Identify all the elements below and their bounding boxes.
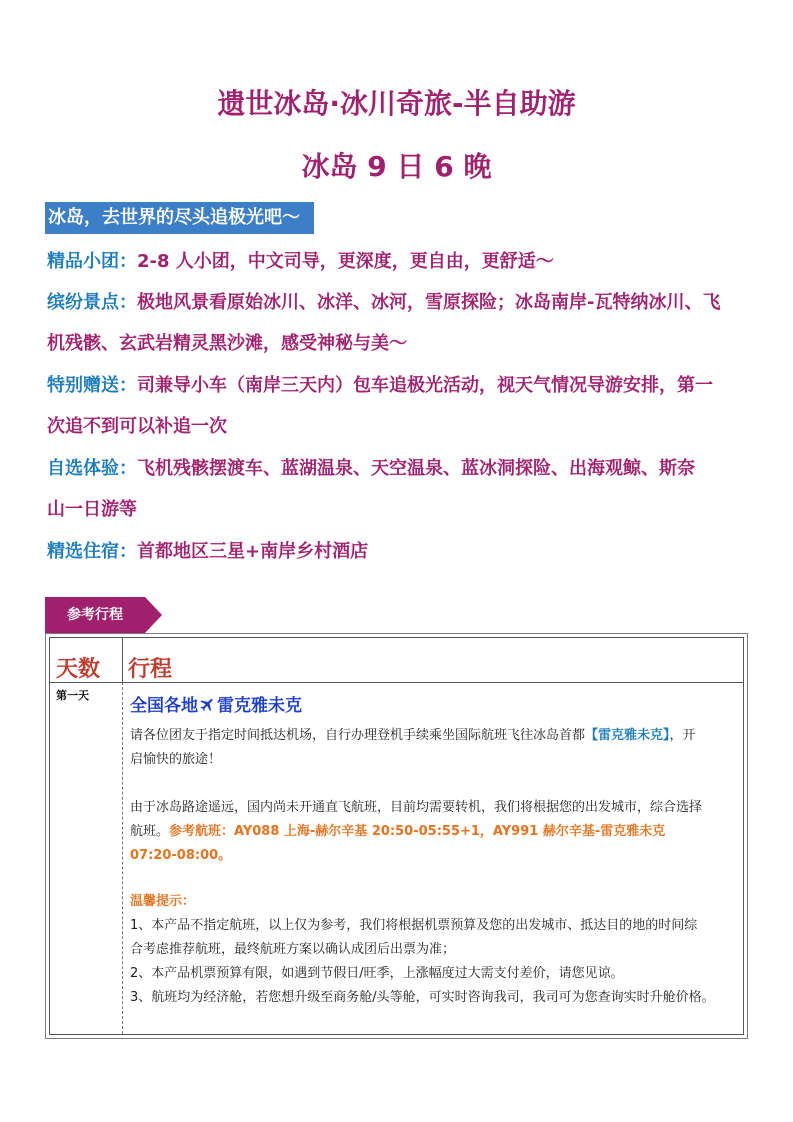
feature-line xyxy=(47,448,752,489)
day-paragraph xyxy=(130,796,742,868)
section-tag xyxy=(45,597,163,633)
paragraph-text: 请各位团友于指定时间抵达机场，自行办理登机手续乘坐国际航班飞往冰岛首都 xyxy=(130,728,586,743)
route-from: 全国各地 xyxy=(130,696,198,716)
section-tag-label: 参考行程 xyxy=(67,607,123,623)
feature-line xyxy=(47,365,752,406)
table-header xyxy=(50,638,743,683)
itinerary-table xyxy=(45,633,748,1039)
feature-label: 精选住宿： xyxy=(47,541,137,562)
tip-item: 1、本产品不指定航班，以上仅为参考，我们将根据机票预算及您的出发城市、抵达目的地的时间综 xyxy=(130,918,698,933)
feature-line-cont: 次追不到可以补追一次 xyxy=(47,416,227,437)
feature-line-cont: 山一日游等 xyxy=(47,499,137,520)
feature-line xyxy=(47,531,752,572)
page-title: 遗世冰岛·冰川奇旅-半自助游 xyxy=(217,87,576,120)
header-itinerary: 行程 xyxy=(128,657,173,682)
paragraph-text: 航班。 xyxy=(130,824,170,839)
paragraph-text: 由于冰岛路途遥远，国内尚未开通直飞航班，目前均需要转机，我们将根据您的出发城市，综合选择 xyxy=(130,800,703,815)
tip-item: 3、航班均为经济舱，若您想升级至商务舱/头等舱，可实时咨询我司，我司可为您查询实时升舱价格。 xyxy=(130,990,715,1005)
tips-block xyxy=(130,890,742,1010)
feature-line xyxy=(47,282,752,323)
day-paragraph xyxy=(130,724,742,772)
feature-text: 飞机残骸摆渡车、蓝湖温泉、天空温泉、蓝冰洞探险、出海观鲸、斯奈 xyxy=(137,458,695,479)
day-label: 第一天 xyxy=(56,689,89,702)
feature-label: 自选体验： xyxy=(47,458,137,479)
feature-text: 极地风景看原始冰川、冰洋、冰河，雪原探险；冰岛南岸-瓦特纳冰川、飞 xyxy=(137,292,721,313)
plane-icon xyxy=(199,696,216,713)
feature-text: 首都地区三星+南岸乡村酒店 xyxy=(137,541,369,562)
itinerary-table-inner xyxy=(49,637,744,1035)
feature-label: 缤纷景点： xyxy=(47,292,137,313)
tip-item: 合考虑推荐航班，最终航班方案以确认成团后出票为准； xyxy=(130,942,456,957)
feature-line xyxy=(47,241,752,282)
page-subtitle: 冰岛 9 日 6 晚 xyxy=(301,150,492,183)
feature-label: 特别赠送： xyxy=(47,375,137,396)
feature-text: 司兼导小车（南岸三天内）包车追极光活动，视天气情况导游安排，第一 xyxy=(137,375,713,396)
feature-text: 2-8 人小团，中文司导，更深度，更自由，更舒适～ xyxy=(137,251,554,272)
route-to: 雷克雅未克 xyxy=(217,696,302,716)
tips-title: 温馨提示： xyxy=(130,894,196,909)
header-divider xyxy=(122,638,123,682)
feature-line-cont: 机残骸、玄武岩精灵黑沙滩，感受神秘与美～ xyxy=(47,333,407,354)
tagline-banner: 冰岛，去世界的尽头追极光吧～ xyxy=(45,202,314,234)
paragraph-text: ，开 xyxy=(669,728,696,743)
column-divider xyxy=(122,682,123,1034)
day-route xyxy=(130,691,302,716)
flight-reference: 07:20-08:00。 xyxy=(130,848,232,863)
header-day: 天数 xyxy=(56,657,101,682)
tip-item: 2、本产品机票预算有限，如遇到节假日/旺季，上涨幅度过大需支付差价，请您见谅。 xyxy=(130,966,624,981)
flight-reference: 参考航班：AY088 上海-赫尔辛基 20:50-05:55+1，AY991 赫尔辛基-雷克雅未克 xyxy=(169,824,666,839)
paragraph-text: 启愉快的旅途！ xyxy=(130,752,222,767)
city-highlight: 【雷克雅未克】 xyxy=(585,728,670,743)
feature-label: 精品小团： xyxy=(47,251,137,272)
